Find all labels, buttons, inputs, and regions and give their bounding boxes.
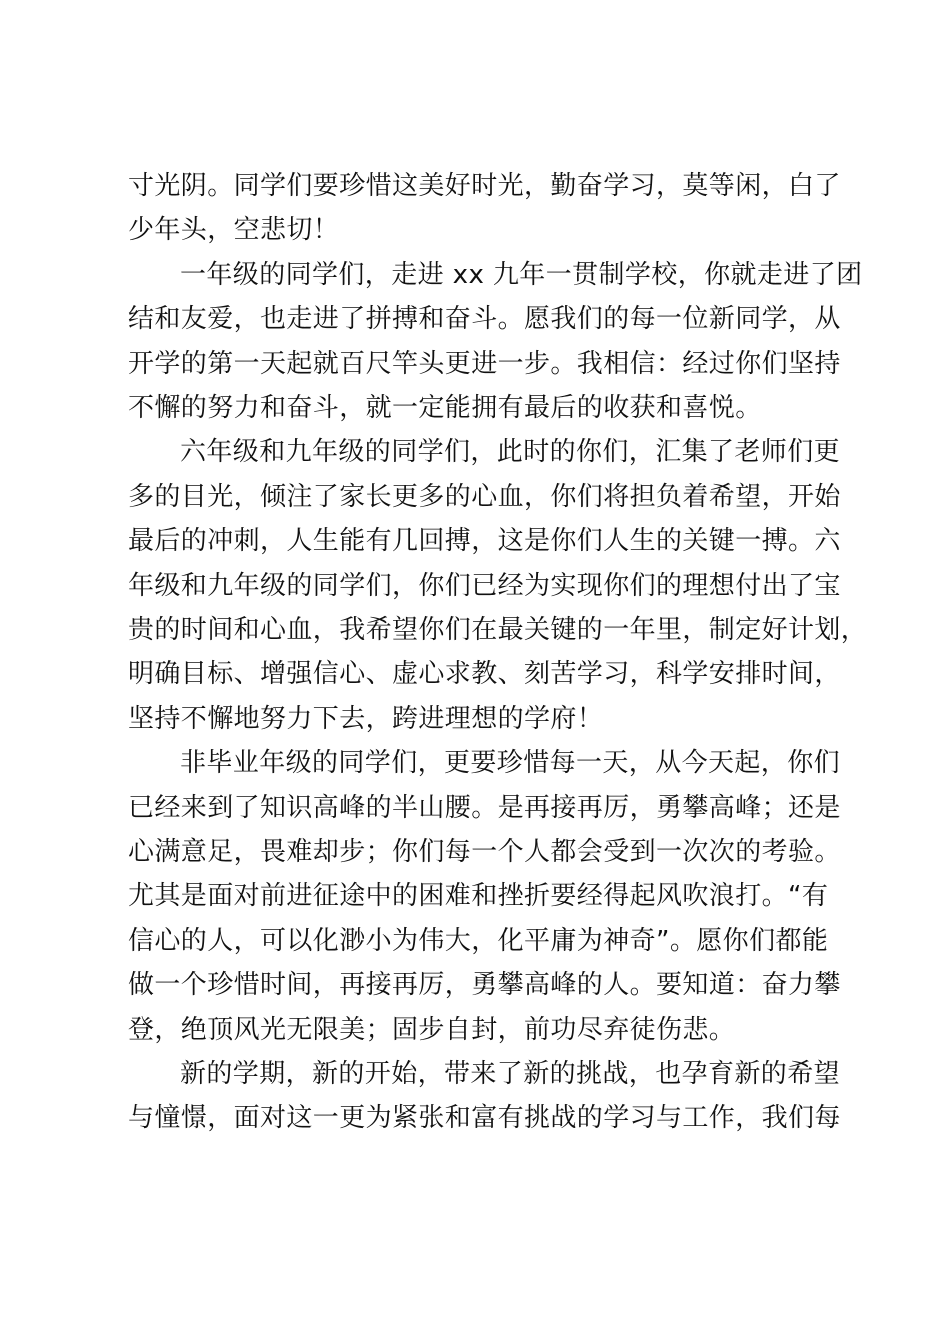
- text-line: 与憧憬，面对这一更为紧张和富有挑战的学习与工作，我们每: [128, 1103, 841, 1134]
- text-line: 多的目光，倾注了家长更多的心血，你们将担负着希望，开始: [128, 481, 841, 512]
- text-line: 最后的冲刺，人生能有几回搏，这是你们人生的关键一搏。六: [128, 526, 841, 557]
- text-line: 明确目标、增强信心、虚心求教、刻苦学习，科学安排时间，: [128, 659, 841, 690]
- text-line: 结和友爱，也走进了拼搏和奋斗。愿我们的每一位新同学，从: [128, 304, 841, 335]
- text-line: 做一个珍惜时间，再接再厉，勇攀高峰的人。要知道：奋力攀: [128, 970, 841, 1001]
- text-line: 少年头，空悲切！: [128, 215, 340, 246]
- text-line: 新的学期，新的开始，带来了新的挑战，也孕育新的希望: [180, 1059, 841, 1089]
- text-line: 年级和九年级的同学们，你们已经为实现你们的理想付出了宝: [128, 570, 841, 601]
- text-line: 一年级的同学们，走进 xx 九年一贯制学校，你就走进了团: [180, 259, 863, 290]
- text-line: 不懈的努力和奋斗，就一定能拥有最后的收获和喜悦。: [128, 393, 762, 423]
- text-line: 尤其是面对前进征途中的困难和挫折要经得起风吹浪打。“有: [128, 881, 829, 912]
- text-line: 寸光阴。同学们要珍惜这美好时光，勤奋学习，莫等闲，白了: [128, 171, 841, 201]
- text-line: 心满意足，畏难却步；你们每一个人都会受到一次次的考验。: [128, 837, 841, 867]
- text-line: 登，绝顶风光无限美；固步自封，前功尽弃徒伤悲。: [128, 1014, 736, 1045]
- text-line: 贵的时间和心血，我希望你们在最关键的一年里，制定好计划，: [128, 615, 868, 645]
- text-line: 信心的人，可以化渺小为伟大，化平庸为神奇”。愿你们都能: [128, 925, 829, 956]
- text-line: 开学的第一天起就百尺竿头更进一步。我相信：经过你们坚持: [128, 348, 841, 379]
- text-line: 六年级和九年级的同学们，此时的你们，汇集了老师们更: [180, 437, 841, 468]
- text-line: 已经来到了知识高峰的半山腰。是再接再厉，勇攀高峰；还是: [128, 792, 841, 823]
- text-line: 非毕业年级的同学们，更要珍惜每一天，从今天起，你们: [180, 748, 841, 779]
- text-line: 坚持不懈地努力下去，跨进理想的学府！: [128, 703, 604, 734]
